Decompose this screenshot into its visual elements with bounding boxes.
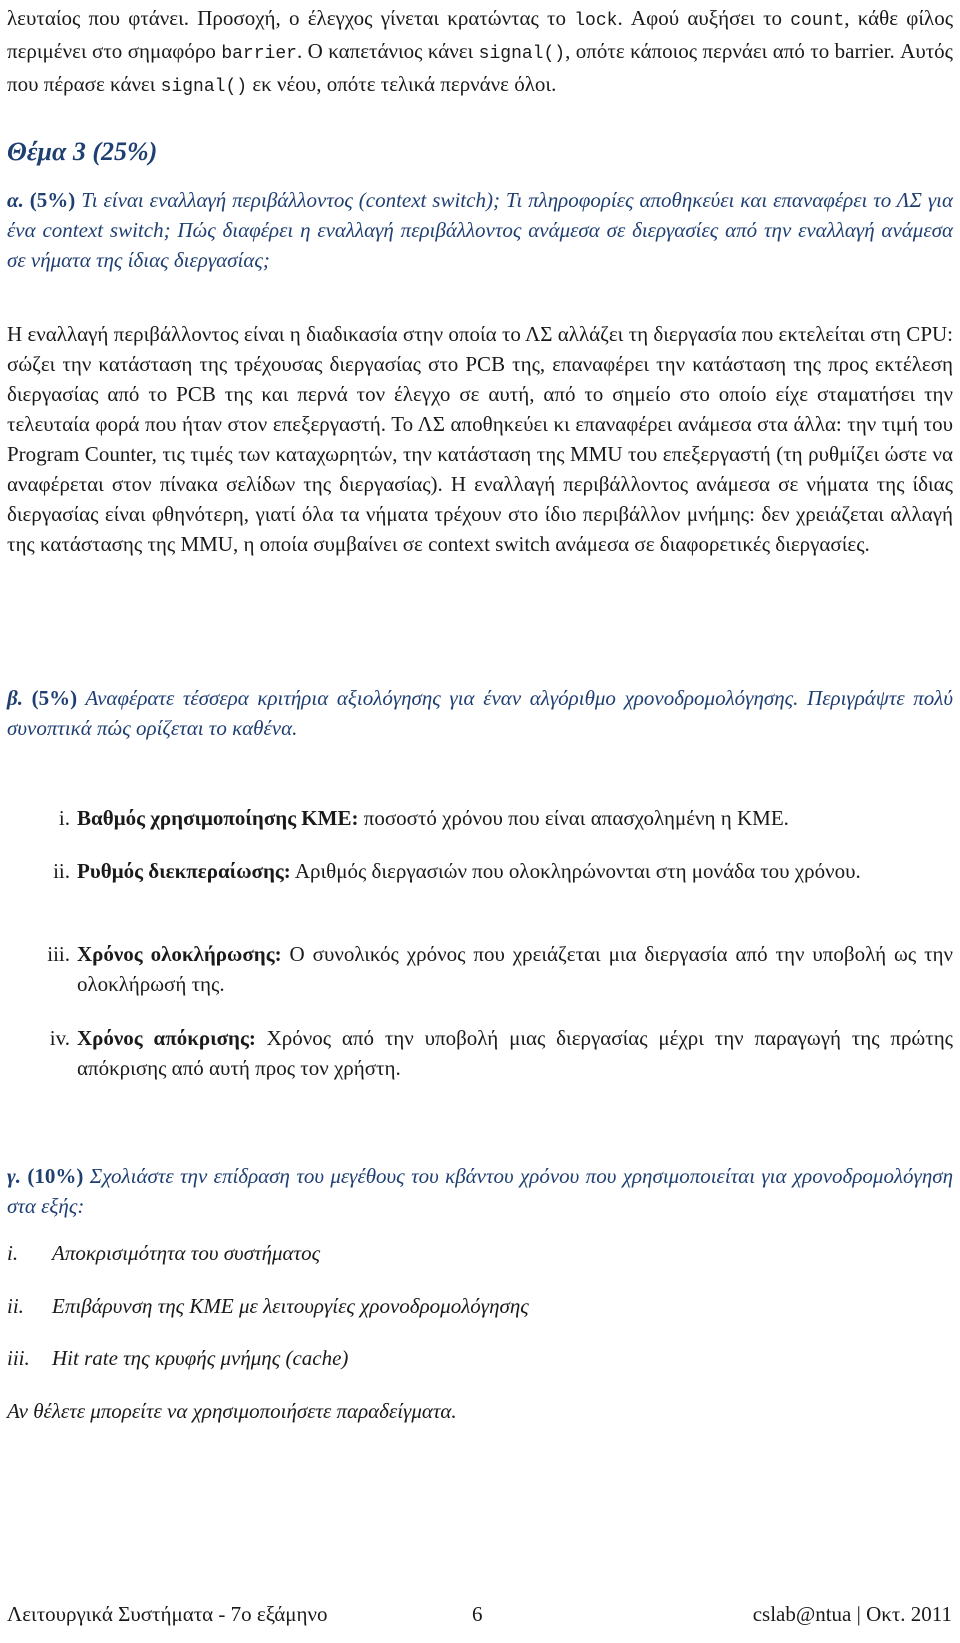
question-c-label: γ. — [7, 1164, 21, 1188]
footer-source-date: cslab@ntua | Οκτ. 2011 — [752, 1602, 952, 1626]
footer-course-title: Λειτουργικά Συστήματα - 7ο εξάμηνο — [7, 1602, 328, 1626]
intro-text: , οπότε κάποιος περνάει από το barrier. Αυτός που πέρασε κάνει — [7, 39, 953, 96]
list-item-number: iv. — [49, 1026, 70, 1050]
list-item-body — [77, 803, 953, 833]
question-a-label: α. — [7, 188, 24, 212]
page-footer — [0, 1599, 960, 1633]
list-item-number: i. — [58, 806, 70, 830]
list-item-number: iii. — [47, 942, 70, 966]
question-b-label: β. — [7, 686, 24, 710]
criterion-description: Αριθμός διεργασιών που ολοκληρώνονται στη μονάδα του χρόνου. — [290, 859, 861, 883]
code-signal: signal() — [478, 44, 566, 64]
code-signal: signal() — [160, 77, 248, 97]
question-a — [7, 185, 953, 275]
code-count: count — [790, 11, 845, 31]
question-c-percent: (10%) — [27, 1164, 84, 1188]
code-lock: lock — [574, 11, 618, 31]
criterion-term: Ρυθμός διεκπεραίωσης: — [77, 859, 291, 883]
list-item-text: Αποκρισιμότητα του συστήματος — [52, 1241, 321, 1265]
answer-a — [7, 319, 953, 559]
list-item-number: iii. — [7, 1346, 30, 1370]
criterion-term: Χρόνος απόκρισης: — [77, 1026, 256, 1050]
intro-text: λευταίος που φτάνει. Προσοχή, ο έλεγχος γίνεται κρατώντας το — [7, 6, 575, 30]
question-a-text: Τι είναι εναλλαγή περιβάλλοντος (context switch); Τι πληροφορίες αποθηκεύει και επαναφέρει το ΛΣ για ένα context switch; Πώς διαφέρει η εναλλαγή περιβάλλοντος ανάμεσα σε διεργασίες από την εναλλαγή ανάμεσα σε νήματα της ίδιας διεργασίας; — [7, 188, 954, 272]
question-b-text: Αναφέρατε τέσσερα κριτήρια αξιολόγησης για έναν αλγόριθμο χρονοδρομολόγησης. Περιγράψτε πολύ συνοπτικά πώς ορίζεται το καθένα. — [7, 686, 954, 740]
question-b — [7, 683, 953, 743]
closing-note: Αν θέλετε μπορείτε να χρησιμοποιήσετε παραδείγματα. — [7, 1399, 457, 1423]
list-item-body — [77, 939, 953, 999]
list-item-body — [77, 856, 953, 886]
intro-text: εκ νέου, οπότε τελικά περνάνε όλοι. — [247, 72, 557, 96]
intro-paragraph — [7, 3, 953, 102]
answer-a-text: Η εναλλαγή περιβάλλοντος είναι η διαδικασία στην οποία το ΛΣ αλλάζει τη διεργασία που εκτελείται στη CPU: σώζει την κατάσταση της τρέχουσας διεργασίας στο PCB της, επαναφέρει την κατάσταση της προς εκτέλεση διεργασίας από το PCB της και περνά τον έλεγχο σε αυτή, από το σημείο στο οποίο είχε σταματήσει την τελευταία φορά που ήταν στον επεξεργαστή. Το ΛΣ αποθηκεύει κι επαναφέρει ανάμεσα στα άλλα: την τιμή του Program Counter, τις τιμές των καταχωρητών, την κατάσταση της MMU του επεξεργαστή (τη ρυθμίζει ώστε να αναφέρεται στον πίνακα σελίδων της διεργασίας). Η εναλλαγή περιβάλλοντος ανάμεσα σε νήματα της ίδιας διεργασίας είναι φθηνότερη, γιατί όλα τα νήματα τρέχουν στο ίδιο περιβάλλον μνήμης: δεν χρειάζεται αλλαγή της κατάστασης της MMU, η οποία συμβαίνει σε context switch ανάμεσα σε διαφορετικές διεργασίες. — [7, 322, 953, 556]
footer-page-number: 6 — [472, 1602, 483, 1626]
criterion-description: ποσοστό χρόνου που είναι απασχολημένη η ΚΜΕ. — [358, 806, 789, 830]
list-item-body — [77, 1023, 953, 1083]
list-item-number: ii. — [7, 1294, 24, 1318]
criterion-description: Χρόνος από την υποβολή μιας διεργασίας μέχρι την παραγωγή της πρώτης απόκρισης από αυτή προς τον χρήστη. — [77, 1026, 953, 1080]
question-a-percent: (5%) — [29, 188, 76, 212]
list-item-text: Επιβάρυνση της ΚΜΕ με λειτουργίες χρονοδρομολόγησης — [52, 1294, 529, 1318]
intro-text: , κάθε φίλος περιμένει στο σημαφόρο — [7, 6, 954, 63]
list-item-number: ii. — [53, 859, 70, 883]
criterion-description: Ο συνολικός χρόνος που χρειάζεται μια διεργασία από την υποβολή ως την ολοκλήρωσή της. — [77, 942, 953, 996]
intro-text: . Ο καπετάνιος κάνει — [296, 39, 479, 63]
code-barrier: barrier — [221, 44, 297, 64]
intro-text: . Αφού αυξήσει το — [617, 6, 791, 30]
list-item-number: i. — [7, 1241, 19, 1265]
question-c — [7, 1161, 953, 1221]
criterion-term: Βαθμός χρησιμοποίησης ΚΜΕ: — [77, 806, 359, 830]
question-c-text: Σχολιάστε την επίδραση του μεγέθους του κβάντου χρόνου που χρησιμοποιείται για χρονοδρομολόγηση στα εξής: — [7, 1164, 954, 1218]
question-b-percent: (5%) — [31, 686, 78, 710]
criterion-term: Χρόνος ολοκλήρωσης: — [77, 942, 282, 966]
list-item-text: Hit rate της κρυφής μνήμης (cache) — [52, 1346, 349, 1370]
topic-heading: Θέμα 3 (25%) — [7, 137, 158, 166]
